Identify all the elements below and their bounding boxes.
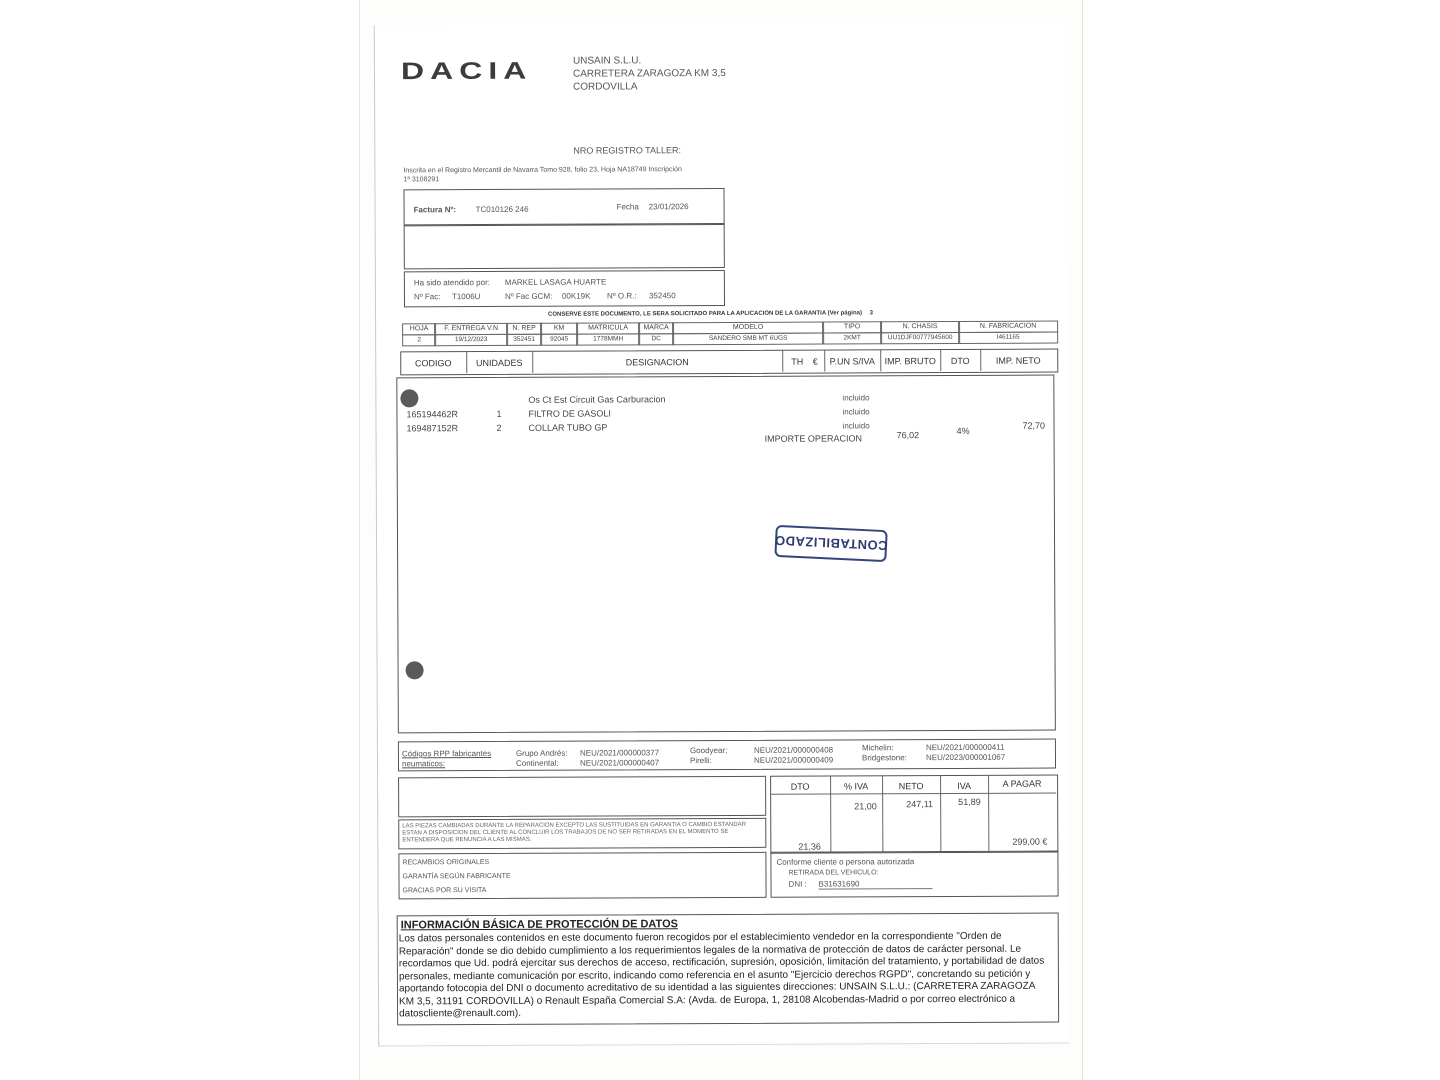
line-price: incluido — [842, 393, 870, 403]
col-codigo: CODIGO — [414, 358, 452, 369]
registry-mercantil-2: 1ª 3108291 — [403, 176, 440, 184]
line-designation: Os Ct Est Circuit Gas Carburacion — [528, 394, 666, 405]
punch-hole — [406, 661, 424, 679]
totals-pagar-label: A PAGAR — [1002, 778, 1042, 789]
company-name: UNSAIN S.L.U. — [572, 55, 642, 67]
conformity-dni-label: DNI : — [788, 879, 807, 889]
registry-mercantil: Inscrita en el Registro Mercantil de Navarra Tomo 928, folio 23, Hoja NA18749 Inscripción — [403, 166, 682, 175]
footer-left-line: GRACIAS POR SU VISITA — [402, 887, 487, 895]
vehicle-header-cell: HOJA — [402, 323, 436, 335]
vehicle-value-cell: 1778MMH — [576, 333, 640, 345]
vehicle-header-cell: TIPO — [822, 321, 882, 333]
attended-by: MARKEL LASAGA HUARTE — [504, 277, 607, 287]
operation-neto: 72,70 — [1022, 420, 1046, 431]
rpp-brand: Pirelli: — [689, 756, 712, 766]
vehicle-header-cell: MODELO — [672, 322, 824, 335]
divider — [782, 350, 783, 372]
warranty-page: 3 — [869, 310, 873, 317]
dacia-logo: DACIA — [400, 56, 533, 85]
divider — [880, 349, 881, 371]
vehicle-value-cell: 2KMT — [822, 332, 882, 344]
line-units: 1 — [496, 408, 502, 419]
registry-title: NRO REGISTRO TALLER: — [573, 145, 682, 156]
line-units: 2 — [496, 422, 502, 433]
operation-label: IMPORTE OPERACION — [764, 433, 862, 444]
footer-left-line: GARANTÍA SEGÚN FABRICANTE — [402, 872, 511, 881]
nfac-gcm: 00K19K — [561, 291, 591, 301]
totals-neto: 247,11 — [906, 799, 934, 810]
col-unidades: UNIDADES — [475, 357, 523, 369]
footer-left-line: RECAMBIOS ORIGINALES — [402, 859, 490, 867]
totals-iva: 51,89 — [958, 796, 981, 807]
nor: 352450 — [648, 291, 676, 301]
divider — [980, 349, 981, 371]
vehicle-header-cell: N. CHASIS — [880, 321, 960, 333]
warranty-note — [548, 310, 873, 317]
invoice-number: TC010126 246 — [475, 204, 529, 215]
vehicle-header-cell: MATRICULA — [576, 322, 640, 334]
invoice-number-box — [403, 188, 724, 225]
vehicle-header-cell: F. ENTREGA V.N — [434, 323, 508, 335]
col-neto: IMP. NETO — [995, 355, 1041, 366]
divider — [466, 351, 467, 373]
col-th: TH — [791, 356, 804, 367]
privacy-body — [399, 931, 1049, 1021]
punch-hole — [400, 389, 418, 407]
vehicle-value-cell: I461165 — [958, 332, 1058, 344]
totals-pagar: 299,00 € — [1012, 836, 1048, 847]
rpp-brand: Grupo Andrés: — [515, 748, 568, 758]
nfac-gcm-label: Nº Fac GCM: — [504, 291, 553, 301]
rpp-code: NEU/2023/000001067 — [925, 752, 1006, 763]
vehicle-value-cell: SANDERO SMB MT 6UGS — [672, 333, 824, 346]
vehicle-value-cell: 2 — [402, 334, 436, 346]
line-designation: COLLAR TUBO GP — [528, 422, 608, 433]
invoice-date-label: Fecha — [616, 202, 639, 212]
rpp-code: NEU/2021/000000377 — [579, 748, 660, 758]
line-price: incluido — [842, 421, 870, 431]
attended-box — [404, 270, 725, 307]
company-block — [573, 54, 726, 94]
vehicle-header-cell: KM — [540, 323, 578, 335]
company-city: CORDOVILLA — [573, 81, 638, 93]
nfac: T1006U — [451, 292, 481, 302]
attended-label: Ha sido atendido por: — [413, 278, 490, 288]
col-euro: € — [812, 356, 818, 367]
divider — [824, 350, 825, 372]
rpp-brand: Bridgestone: — [861, 753, 907, 763]
conformity-retirada: RETIRADA DEL VEHICULO: — [788, 869, 879, 877]
vehicle-value-cell: DC — [638, 333, 674, 345]
parts-note-box — [398, 818, 766, 850]
conformity-label: Conforme cliente o persona autorizada — [776, 857, 915, 867]
rpp-title: Códigos RPP fabricantes neumaticos: — [401, 749, 492, 769]
rpp-brand: Goodyear: — [689, 745, 728, 756]
parts-note: LAS PIEZAS CAMBIADAS DURANTE LA REPARACION EXCEPTO LAS SUSTITUIDAS EN GARANTIA O CAMBIO ESTANDAR ESTAN A DISPOSICION DEL CLIENTE AL CONCLUIR LOS TRABAJOS DE NO SER RETIRADAS EN EL MOMENTO SE ENTENDERA QUE RENUNCIA A LAS MISMAS. — [402, 821, 747, 844]
rpp-code: NEU/2021/000000407 — [579, 758, 660, 768]
totals-iva-pct-label: % IVA — [843, 781, 869, 792]
operation-bruto: 76,02 — [896, 430, 920, 441]
vehicle-header-cell: N. FABRICACION — [958, 321, 1058, 333]
notes-box — [398, 776, 766, 818]
vehicle-header-cell: N. REP — [506, 323, 542, 335]
invoice-date: 23/01/2026 — [648, 202, 689, 212]
totals-dto: 21,36 — [798, 841, 821, 852]
divider — [532, 351, 533, 373]
line-code: 165194462R — [406, 409, 459, 420]
col-designacion: DESIGNACION — [625, 357, 689, 368]
rpp-brand: Michelin: — [861, 743, 894, 753]
col-bruto: IMP. BRUTO — [884, 356, 936, 367]
totals-iva-pct: 21,00 — [854, 801, 877, 812]
company-address: CARRETERA ZARAGOZA KM 3,5 — [572, 67, 726, 80]
customer-address-box — [404, 224, 725, 269]
col-dto: DTO — [950, 355, 970, 366]
conformity-dni: B31631690 — [819, 879, 933, 889]
vehicle-value-cell: 352451 — [506, 334, 542, 346]
totals-neto-label: NETO — [898, 781, 924, 792]
vehicle-value-cell: UU1DJF00777945600 — [880, 332, 960, 344]
warranty-note-text: CONSERVE ESTE DOCUMENTO, LE SERA SOLICITADO PARA LA APLICACION DE LA GARANTIA (Ver página) — [548, 310, 862, 318]
rpp-brand: Continental: — [515, 758, 559, 768]
vehicle-value-cell: 92045 — [540, 334, 578, 346]
totals-iva-label: IVA — [957, 780, 972, 791]
line-price: incluido — [842, 407, 870, 417]
col-pun: P.UN S/IVA — [829, 356, 875, 367]
rpp-code: NEU/2021/000000411 — [925, 742, 1005, 753]
invoice-number-label: Factura Nº: — [413, 205, 457, 215]
rpp-code: NEU/2021/000000409 — [753, 755, 834, 765]
rpp-code: NEU/2021/000000408 — [753, 745, 834, 755]
vehicle-header-cell: MARCA — [638, 322, 674, 334]
vehicle-value-cell: 19/12/2023 — [434, 334, 508, 346]
nor-label: Nº O.R.: — [606, 291, 637, 301]
contabilizado-stamp: CONTABILIZADO — [774, 525, 887, 562]
privacy-title: INFORMACIÓN BÁSICA DE PROTECCIÓN DE DATOS — [400, 918, 678, 932]
divider — [940, 349, 941, 371]
invoice-sheet — [374, 22, 1069, 1046]
totals-dto-label: DTO — [790, 781, 810, 792]
nfac-label: Nº Fac: — [413, 292, 441, 302]
operation-dto: 4% — [956, 425, 970, 436]
privacy-paragraph: Los datos personales contenidos en este documento fueron recogidos por el establecimiento vendedor en la correspondiente "Orden de Reparación" donde se dio debido cumplimiento a los requerimientos legales de la normativa de protección de datos de carácter personal. Le recordamos que Ud. podrá ejercitar sus derechos de acceso, rectificación, supresión, oposición, limitación del tratamiento, y portabilidad de datos personales, mediante comunicación por escrito, indicando como referencia en el asunto "Ejercicio derechos RGPD", concretando su petición y aportando fotocopia del DNI o documento acreditativo de su identidad a las siguientes direcciones: UNSAIN S.L.U.: (CARRETERA ZARAGOZA KM 3,5, 31191 CORDOVILLA) o Renault España Comercial S.A: (Avda. de Europa, 1, 28108 Alcobendas-Madrid o por correo electrónico a datoscliente@renault.com). — [398, 930, 1045, 1020]
line-code: 169487152R — [406, 423, 459, 434]
line-designation: FILTRO DE GASOLI — [528, 408, 611, 419]
